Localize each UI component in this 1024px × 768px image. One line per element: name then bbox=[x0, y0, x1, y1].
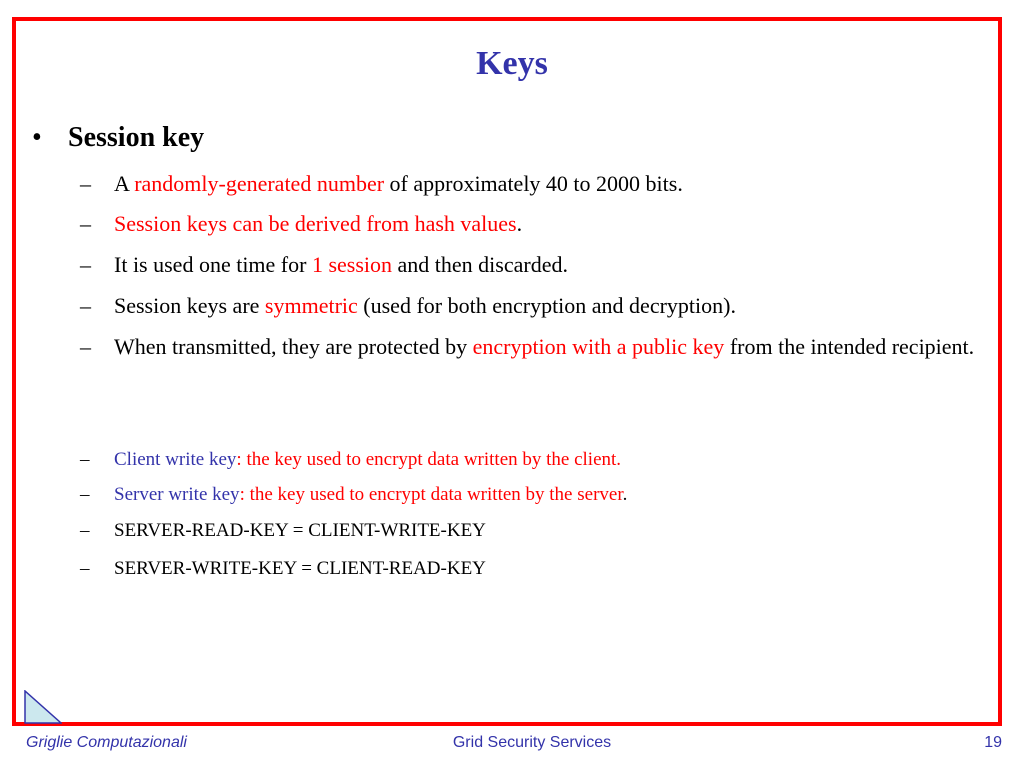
text-run-red: symmetric bbox=[264, 293, 358, 318]
text-run: . bbox=[516, 211, 523, 236]
small-item-text bbox=[114, 446, 976, 474]
text-run-red: 1 session bbox=[311, 252, 393, 277]
text-run: It is used one time for bbox=[114, 252, 312, 277]
text-run-red: randomly-generated number bbox=[134, 171, 385, 196]
text-run: (used for both encryption and decryption). bbox=[357, 293, 736, 318]
dash-glyph: – bbox=[80, 252, 91, 277]
small-item-text bbox=[114, 517, 976, 545]
sub-item-text bbox=[114, 248, 976, 281]
dash-glyph: – bbox=[80, 211, 91, 236]
page-number: 19 bbox=[984, 734, 1002, 751]
dash-glyph: – bbox=[80, 449, 90, 470]
dash-glyph: – bbox=[80, 520, 90, 541]
sub-item-text bbox=[114, 289, 976, 322]
page-corner-icon bbox=[24, 690, 62, 724]
text-run: Session keys are bbox=[114, 293, 265, 318]
footer-course: Griglie Computazionali bbox=[26, 734, 187, 751]
small-item-text bbox=[114, 555, 976, 583]
sub-item-text bbox=[114, 207, 976, 240]
bullet-glyph: • bbox=[32, 122, 42, 153]
dash-glyph: – bbox=[80, 171, 91, 196]
text-run-blue: Client write key bbox=[114, 449, 237, 470]
text-run: SERVER-READ-KEY = CLIENT-WRITE-KEY bbox=[114, 520, 486, 541]
text-run-red: : the key used to encrypt data written by the client. bbox=[236, 449, 622, 470]
small-item-text bbox=[114, 481, 976, 509]
text-run-blue: Server write key bbox=[114, 484, 240, 505]
text-run: SERVER-WRITE-KEY = CLIENT-READ-KEY bbox=[114, 558, 486, 579]
text-run: When transmitted, they are protected by bbox=[114, 334, 473, 359]
slide-footer bbox=[0, 732, 1024, 758]
text-run: A bbox=[114, 171, 135, 196]
dash-glyph: – bbox=[80, 334, 91, 359]
footer-topic: Grid Security Services bbox=[452, 734, 612, 751]
dash-glyph: – bbox=[80, 484, 90, 505]
text-run-red: : the key used to encrypt data written by the server bbox=[239, 484, 623, 505]
sub-item-text bbox=[114, 330, 976, 363]
dash-glyph: – bbox=[80, 558, 90, 579]
text-run: . bbox=[622, 484, 628, 505]
text-run: from the intended recipient. bbox=[724, 334, 975, 359]
slide-title: Keys bbox=[476, 45, 548, 82]
text-run: and then discarded. bbox=[392, 252, 568, 277]
dash-glyph: – bbox=[80, 293, 91, 318]
text-run-red: Session keys can be derived from hash values bbox=[114, 211, 517, 236]
text-run: of approximately 40 to 2000 bits. bbox=[384, 171, 683, 196]
bullet-text: Session key bbox=[68, 122, 205, 153]
sub-item-text bbox=[114, 167, 976, 200]
text-run-red: encryption with a public key bbox=[472, 334, 725, 359]
